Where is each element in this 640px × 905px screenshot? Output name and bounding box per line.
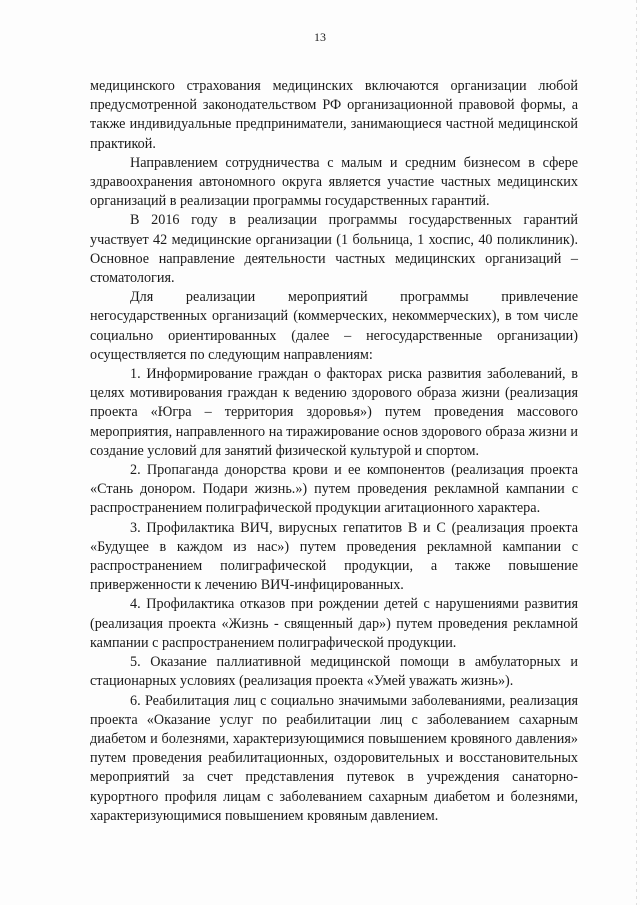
list-item: 2. Пропаганда донорства крови и ее компонентов (реализация проекта «Стань донором. Подари жизнь.») путем проведения рекламной кампании с распространением полиграфической продукции агитационного характера. <box>90 462 578 517</box>
document-body <box>90 77 578 826</box>
paragraph: В 2016 году в реализации программы государственных гарантий участвует 42 медицинские организации (1 больница, 1 хоспис, 40 поликлиник). Основное направление деятельности частных медицинских организаций – стоматология. <box>90 212 578 287</box>
list-item: 4. Профилактика отказов при рождении детей с нарушениями развития (реализация проекта «Жизнь - священный дар») путем проведения рекламной кампании с распространением полиграфической продукции. <box>90 596 578 651</box>
scan-edge-line <box>636 0 637 905</box>
list-item: 3. Профилактика ВИЧ, вирусных гепатитов В и С (реализация проекта «Будущее в каждом из нас») путем проведения рекламной кампании с распространением полиграфической продукции, а также повышение приверженности к лечению ВИЧ-инфицированных. <box>90 519 578 594</box>
list-item: 1. Информирование граждан о факторах риска развития заболеваний, в целях мотивирования граждан к ведению здорового образа жизни (реализация проекта «Югра – территория здоровья») путем проведения массового мероприятия, направленного на тиражирование основ здорового образа жизни и создание условий для занятий физической культурой и спортом. <box>90 366 578 459</box>
paragraph: Направлением сотрудничества с малым и средним бизнесом в сфере здравоохранения автономного округа является участие частных медицинских организаций в реализации программы государственных гарантий. <box>90 154 578 210</box>
page-number: 13 <box>314 30 326 44</box>
paragraph: Для реализации мероприятий программы привлечение негосударственных организаций (коммерческих, некоммерческих), в том числе социально ориентированных (далее – негосударственные организации) осуществляется по следующим направлениям: <box>90 289 578 363</box>
list-item: 5. Оказание паллиативной медицинской помощи в амбулаторных и стационарных условиях (реализация проекта «Умей уважать жизнь»). <box>90 654 578 690</box>
paragraph: медицинского страхования медицинских включаются организации любой предусмотренной законодательством РФ организационной правовой формы, а также индивидуальные предприниматели, занимающиеся частной медицинской практикой. <box>90 78 578 152</box>
list-item: 6. Реабилитация лиц с социально значимыми заболеваниями, реализация проекта «Оказание услуг по реабилитации лиц с заболеванием сахарным диабетом и болезнями, характеризующимися повышением кровяного давления» путем проведения реабилитационных, оздоровительных и восстановительных мероприятий за счет представления путевок в учреждения санаторно-курортного профиля лицам с заболеванием сахарным диабетом и болезнями, характеризующимися повышением кровяным давлением. <box>90 692 578 824</box>
